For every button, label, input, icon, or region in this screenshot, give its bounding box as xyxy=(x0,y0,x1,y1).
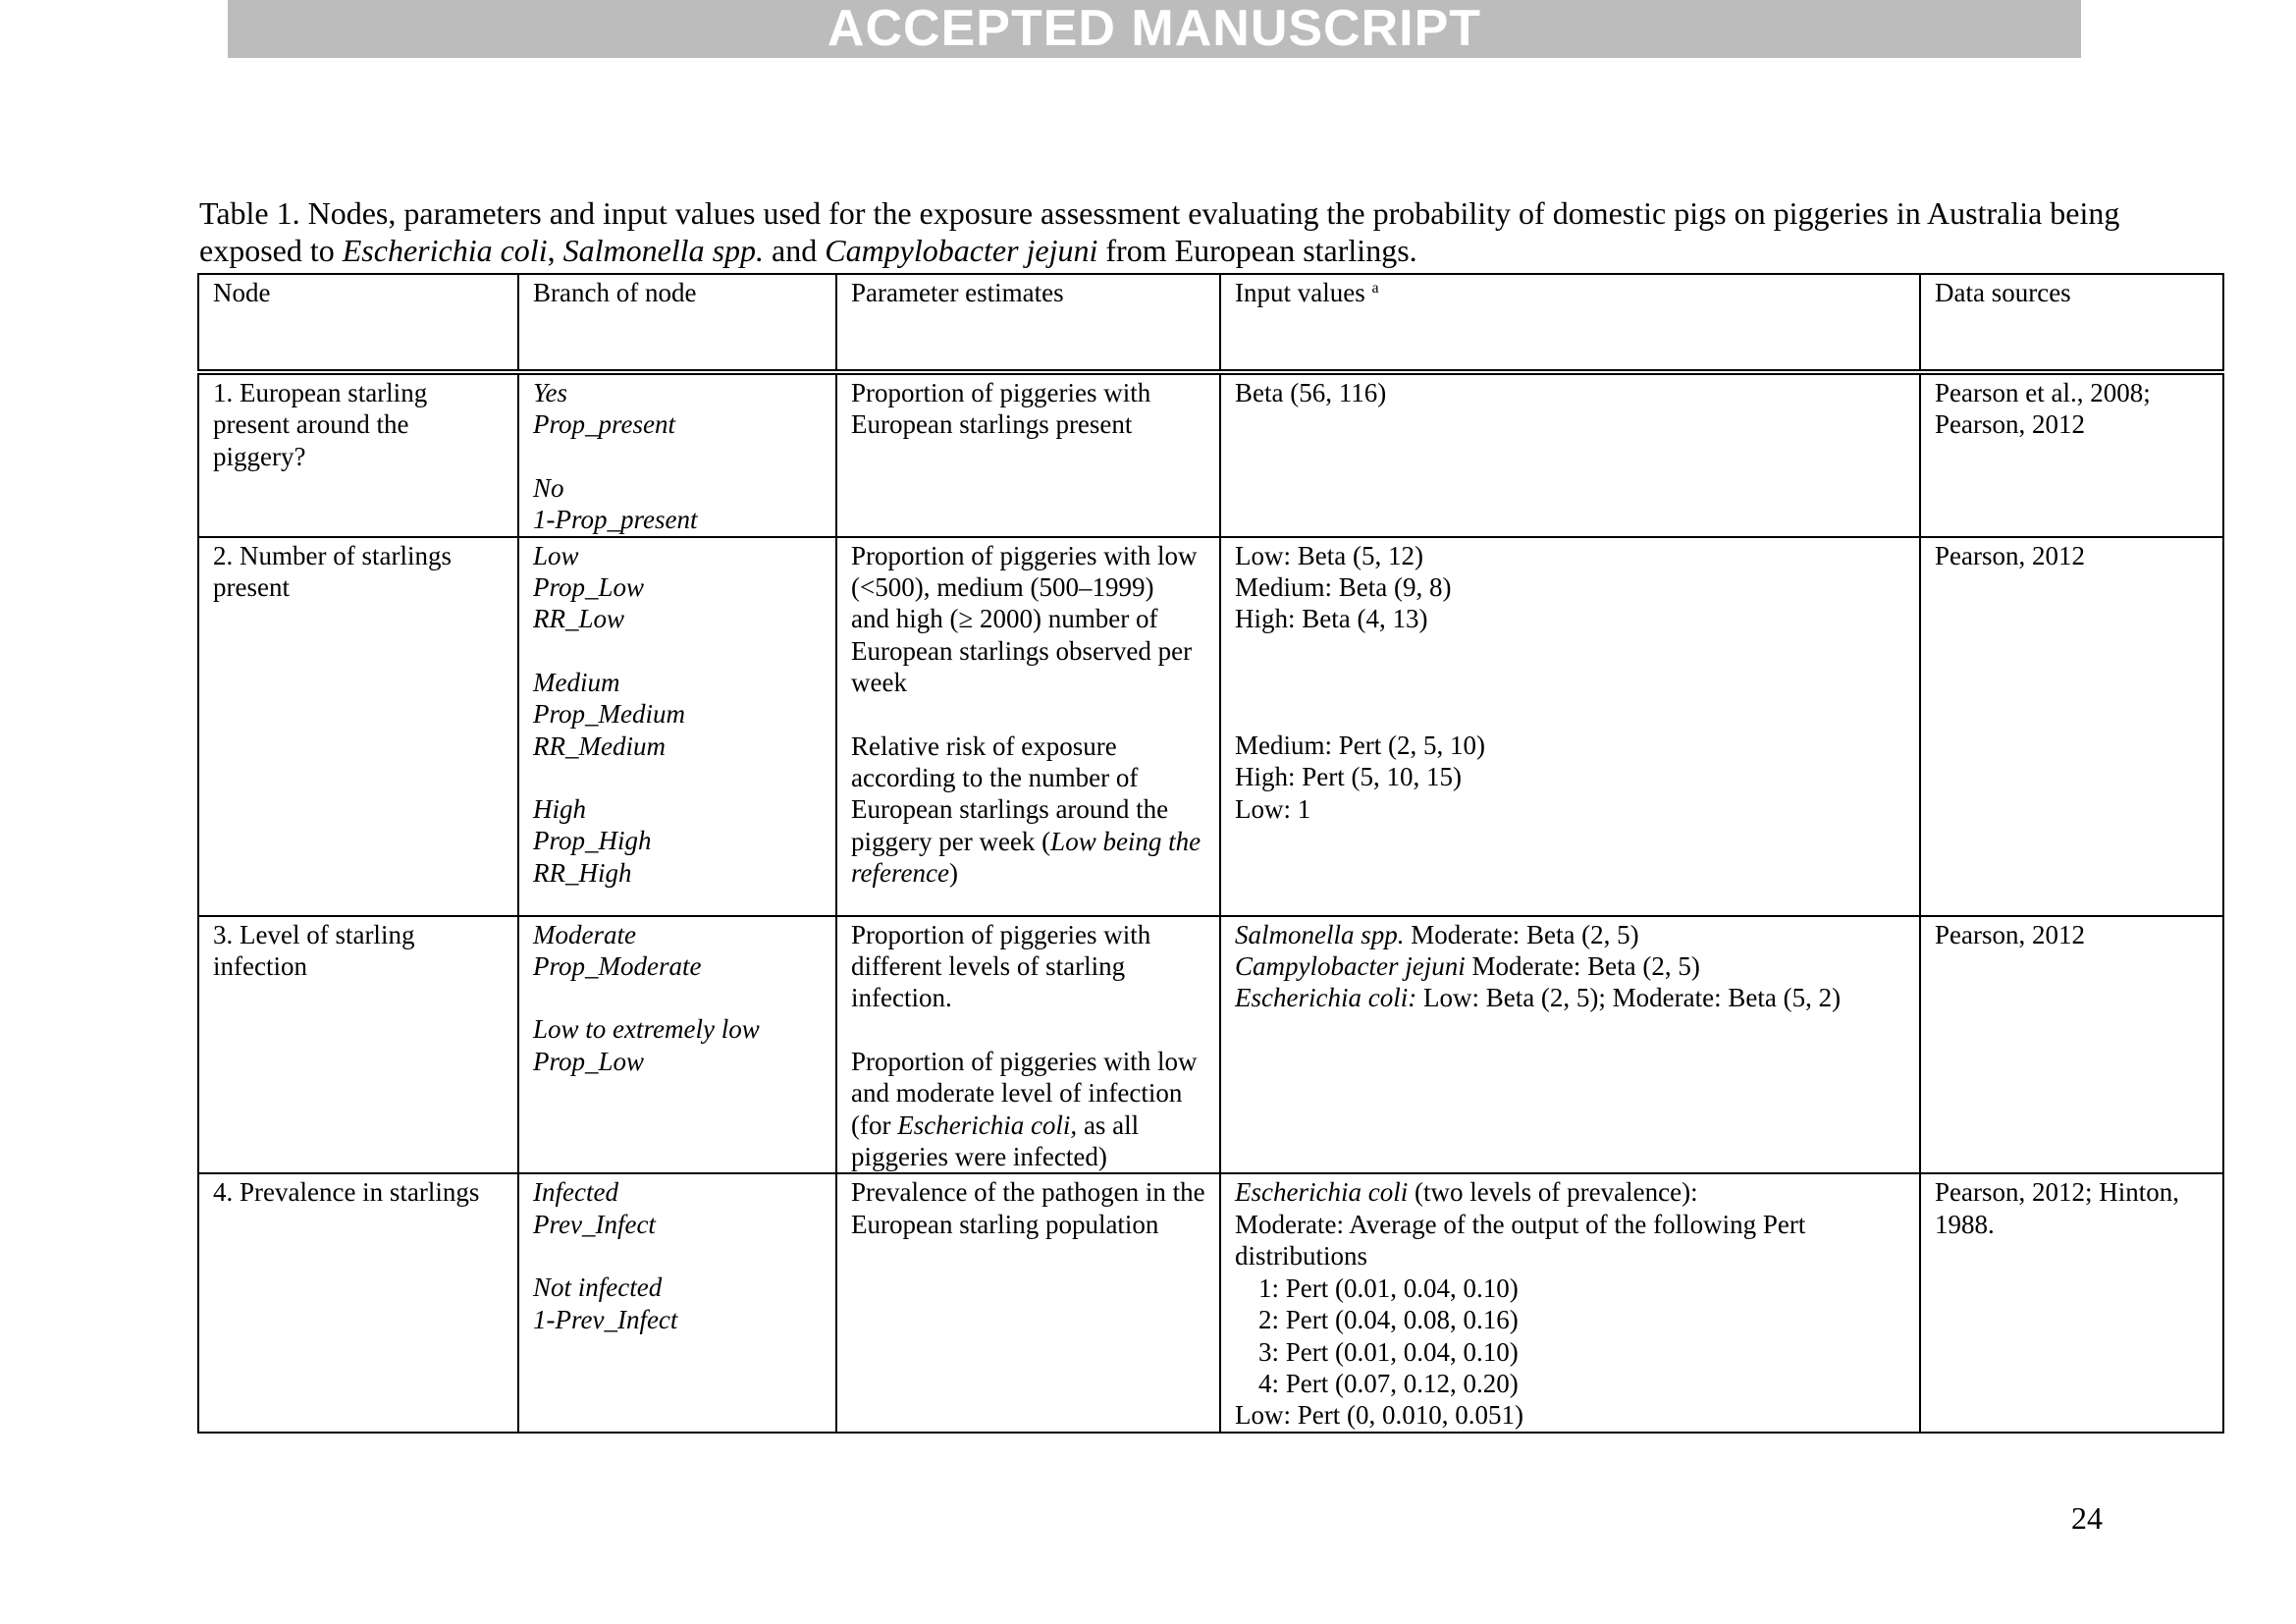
input-gap xyxy=(1235,667,1905,698)
row-sources: Pearson, 2012; Hinton, 1988. xyxy=(1920,1173,2223,1432)
branch-line: 1-Prop_present xyxy=(533,505,698,535)
header-sources: Data sources xyxy=(1920,274,2223,372)
table-header-row xyxy=(198,274,2223,372)
branch-line: Not infected xyxy=(533,1272,663,1303)
table-row xyxy=(198,1173,2223,1432)
organism-name: Escherichia coli xyxy=(1235,1177,1409,1208)
branch-line: Moderate xyxy=(533,919,636,949)
row-sources: Pearson, 2012 xyxy=(1920,537,2223,916)
branch-line: RR_Low xyxy=(533,604,625,634)
row-parameter: Proportion of piggeries with European starlings present xyxy=(836,372,1220,537)
branch-gap xyxy=(533,762,822,793)
branch-line: Medium xyxy=(533,667,620,697)
row-input: Beta (56, 116) xyxy=(1220,372,1920,537)
input-text: Moderate: Beta (2, 5) xyxy=(1404,919,1639,949)
branch-line: Prev_Infect xyxy=(533,1209,656,1239)
row-sources: Pearson et al., 2008; Pearson, 2012 xyxy=(1920,372,2223,537)
caption-sep: and xyxy=(764,233,826,268)
branch-line: Low to extremely low xyxy=(533,1014,760,1045)
input-gap xyxy=(1235,635,1905,667)
input-line: Low: 1 xyxy=(1235,793,1311,824)
accepted-manuscript-banner: ACCEPTED MANUSCRIPT xyxy=(228,0,2081,58)
input-line: Low: Beta (5, 12) xyxy=(1235,540,1423,570)
branch-line: Prop_present xyxy=(533,409,675,440)
branch-gap xyxy=(533,1240,822,1272)
branch-line: RR_Medium xyxy=(533,731,666,761)
parameter-gap xyxy=(851,699,1205,731)
footnote-marker: a xyxy=(1371,280,1379,297)
branch-line: Prop_Low xyxy=(533,572,645,603)
table-row xyxy=(198,916,2223,1174)
header-input xyxy=(1220,274,1920,372)
organism-name: Escherichia coli: xyxy=(1235,983,1417,1013)
caption-campylobacter: Campylobacter jejuni xyxy=(825,233,1098,268)
header-input-label: Input values xyxy=(1235,278,1365,307)
parameter-line: Proportion of piggeries with different levels of starling infection. xyxy=(851,919,1151,1013)
row-node: 2. Number of starlings present xyxy=(198,537,518,916)
branch-line: Infected xyxy=(533,1177,618,1208)
branch-line: No xyxy=(533,472,564,503)
branch-gap xyxy=(533,982,822,1013)
caption-text-end: from European starlings. xyxy=(1097,233,1417,268)
row-branch xyxy=(518,916,836,1174)
input-line: Medium: Beta (9, 8) xyxy=(1235,572,1452,603)
branch-gap xyxy=(533,635,822,667)
parameter-line: Proportion of piggeries with low (<500), medium (500–1999) xyxy=(851,540,1198,603)
row-node: 4. Prevalence in starlings xyxy=(198,1173,518,1432)
input-line: Medium: Pert (2, 5, 10) xyxy=(1235,730,1485,760)
parameter-text: Proportion of piggeries with low and moderate level of infection (for xyxy=(851,1046,1198,1140)
parameter-text: Relative risk of exposure according to the number of European starlings around the piggery per week ( xyxy=(851,731,1169,856)
organism-name: Campylobacter jejuni xyxy=(1235,951,1466,982)
input-line xyxy=(1235,1176,1905,1208)
input-line xyxy=(1235,982,1905,1013)
input-line xyxy=(1235,950,1905,982)
organism-name: Salmonella spp. xyxy=(1235,919,1405,949)
branch-line: Low xyxy=(533,540,579,570)
caption-sep: , xyxy=(547,233,563,268)
input-line: 2: Pert (0.04, 0.08, 0.16) xyxy=(1258,1305,1519,1335)
row-branch xyxy=(518,372,836,537)
parameter-close: as all piggeries were infected) xyxy=(851,1110,1140,1172)
input-line: High: Beta (4, 13) xyxy=(1235,604,1428,634)
branch-line: 1-Prev_Infect xyxy=(533,1304,678,1334)
row-node: 3. Level of starling infection xyxy=(198,916,518,1174)
row-sources: Pearson, 2012 xyxy=(1920,916,2223,1174)
row-input xyxy=(1220,1173,1920,1432)
header-branch: Branch of node xyxy=(518,274,836,372)
parameter-italic: Escherichia coli, xyxy=(897,1110,1078,1140)
branch-gap xyxy=(533,441,822,472)
row-input xyxy=(1220,916,1920,1174)
table-row xyxy=(198,537,2223,916)
input-text: (two levels of prevalence): xyxy=(1408,1177,1698,1208)
table-caption xyxy=(199,194,2123,269)
input-line: 4: Pert (0.07, 0.12, 0.20) xyxy=(1258,1368,1519,1398)
header-parameter: Parameter estimates xyxy=(836,274,1220,372)
branch-line: Prop_High xyxy=(533,826,652,856)
row-node: 1. European starling present around the piggery? xyxy=(198,372,518,537)
parameter-line xyxy=(851,731,1205,890)
row-branch xyxy=(518,1173,836,1432)
row-parameter xyxy=(836,537,1220,916)
caption-text: Table 1. Nodes, parameters and input values used for the exposure assessment evaluating the probability of domestic pigs on piggeries in Australia being exposed to xyxy=(199,195,2120,268)
parameter-line: and high (≥ 2000) number of European starlings observed per week xyxy=(851,604,1193,698)
input-line: 1: Pert (0.01, 0.04, 0.10) xyxy=(1258,1272,1519,1303)
row-parameter: Prevalence of the pathogen in the European starling population xyxy=(836,1173,1220,1432)
page-number: 24 xyxy=(2071,1500,2103,1536)
parameter-gap xyxy=(851,1014,1205,1046)
parameter-close: ) xyxy=(948,858,958,889)
branch-line: RR_High xyxy=(533,857,632,888)
input-text: Moderate: Beta (2, 5) xyxy=(1465,951,1700,982)
branch-line: Yes xyxy=(533,378,568,407)
parameter-italic: Low being the reference xyxy=(851,826,1201,889)
row-parameter xyxy=(836,916,1220,1174)
row-branch xyxy=(518,537,836,916)
input-text: Low: Beta (2, 5); Moderate: Beta (5, 2) xyxy=(1416,983,1842,1013)
row-input xyxy=(1220,537,1920,916)
branch-line: High xyxy=(533,794,586,825)
parameter-line xyxy=(851,1046,1205,1173)
input-gap xyxy=(1235,698,1905,730)
input-line: Low: Pert (0, 0.010, 0.051) xyxy=(1235,1400,1523,1431)
input-line xyxy=(1235,919,1905,950)
header-node: Node xyxy=(198,274,518,372)
exposure-table xyxy=(197,273,2224,1434)
input-line: 3: Pert (0.01, 0.04, 0.10) xyxy=(1258,1336,1519,1367)
caption-salmonella: Salmonella spp. xyxy=(562,233,765,268)
input-line: High: Pert (5, 10, 15) xyxy=(1235,762,1462,792)
table-row xyxy=(198,372,2223,537)
branch-line: Prop_Medium xyxy=(533,699,685,730)
caption-ecoli: Escherichia coli xyxy=(342,233,548,268)
branch-line: Prop_Low xyxy=(533,1046,645,1076)
input-line: Moderate: Average of the output of the following Pert distributions xyxy=(1235,1209,1806,1272)
branch-line: Prop_Moderate xyxy=(533,951,702,982)
